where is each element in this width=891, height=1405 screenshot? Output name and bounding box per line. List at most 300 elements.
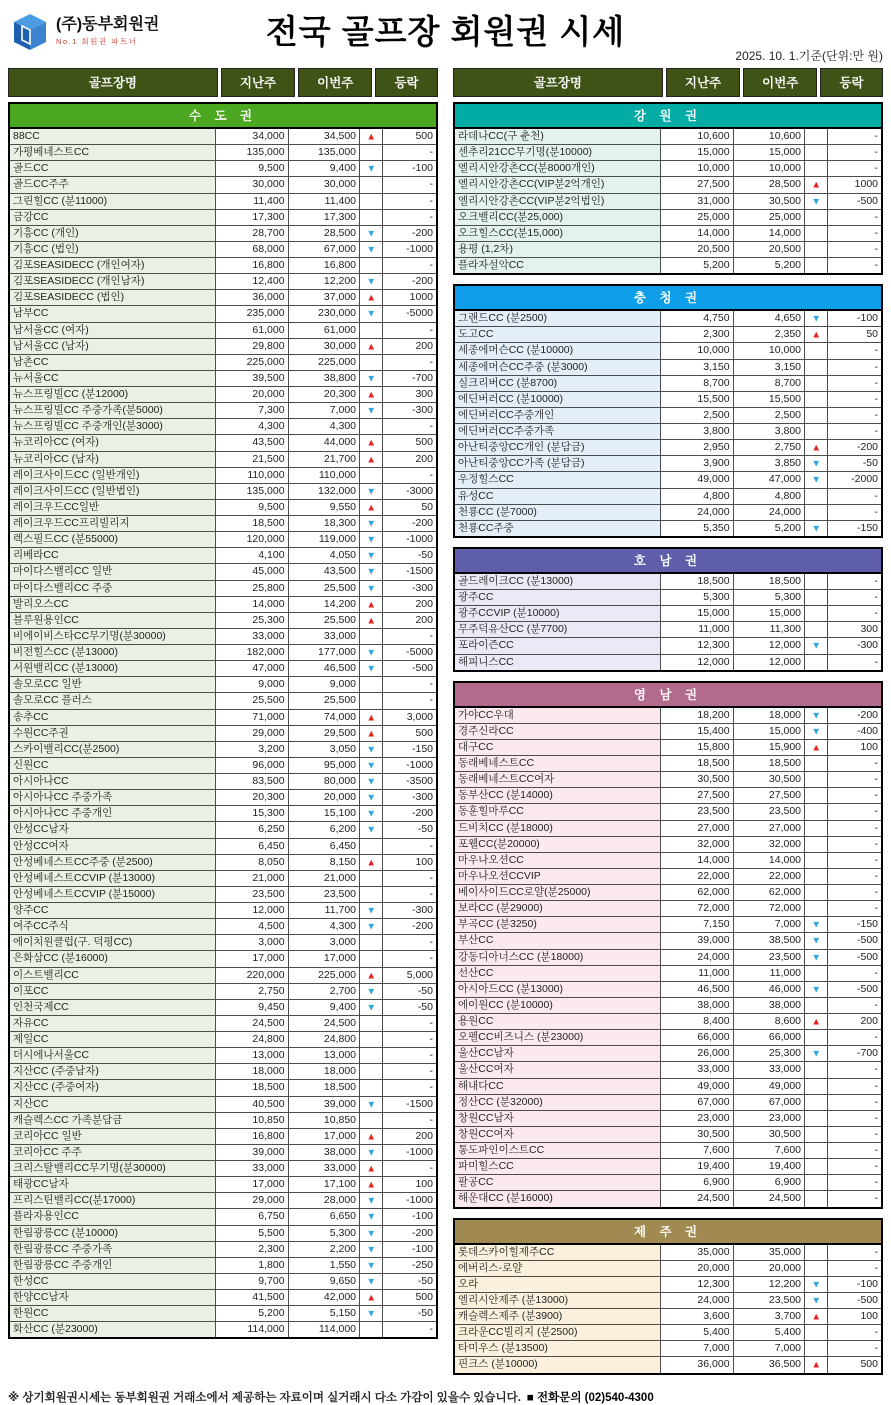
down-arrow-icon: ▼ [366,1242,376,1255]
table-row [454,1260,882,1276]
table-row [9,935,437,951]
table-row [9,645,437,661]
up-arrow-icon: ▲ [366,339,376,352]
course-name: 이스트밸리CC [9,967,216,983]
change-direction-cell [805,1325,828,1341]
change-direction-cell [805,1260,828,1276]
this-week-price: 12,000 [733,654,804,671]
last-week-price: 29,800 [216,338,288,354]
this-week-price: 15,000 [733,606,804,622]
up-arrow-icon: ▲ [811,741,821,753]
change-direction-cell [360,467,383,483]
course-name: 자유CC [9,1015,216,1031]
change-direction-cell [360,419,383,435]
change-direction-cell [360,790,383,806]
page-footer [8,1389,883,1405]
change-direction-cell [805,868,828,884]
change-value: - [382,677,437,693]
up-arrow-icon: ▲ [366,501,376,513]
course-name: 마이다스밸리CC 주중 [9,580,216,596]
change-value: 50 [382,499,437,515]
down-arrow-icon: ▼ [366,275,376,287]
table-row [454,1143,882,1159]
change-direction-cell [360,1096,383,1112]
change-direction-cell [805,1159,828,1175]
down-arrow-icon: ▼ [366,1307,376,1319]
table-row [454,225,882,241]
change-direction-cell [360,1112,383,1128]
last-week-price: 10,000 [661,161,733,177]
last-week-price: 24,000 [661,1292,733,1308]
this-week-price: 5,300 [733,590,804,606]
this-week-price: 21,000 [288,870,359,886]
last-week-price: 110,000 [216,467,288,483]
table-row [454,997,882,1013]
last-week-price: 8,400 [661,1014,733,1030]
this-week-price: 80,000 [288,774,359,790]
table-row [9,757,437,773]
course-name: 해내다CC [454,1078,661,1094]
region-section [453,1218,883,1375]
this-week-price: 230,000 [288,306,359,322]
price-sheet-page [8,0,883,1405]
last-week-price: 4,800 [661,488,733,504]
last-week-price: 235,000 [216,306,288,322]
change-value: - [827,1110,882,1126]
last-week-price: 61,000 [216,322,288,338]
change-value: -100 [827,310,882,327]
last-week-price: 45,000 [216,564,288,580]
last-week-price: 2,300 [216,1241,288,1257]
up-arrow-icon: ▲ [811,1358,821,1371]
last-week-price: 120,000 [216,532,288,548]
last-week-price: 9,500 [216,161,288,177]
change-direction-cell [360,193,383,209]
table-row [9,774,437,790]
change-value: - [827,161,882,177]
table-row [454,739,882,755]
course-name: 오크밸리CC(분25,000) [454,209,661,225]
last-week-price: 8,050 [216,854,288,870]
table-row [9,741,437,757]
region-band: 충 청 권 [453,284,883,309]
change-direction-cell [805,606,828,622]
change-value: - [382,354,437,370]
change-value: - [827,145,882,161]
course-name: 엘리시안강촌CC(VIP분2억개인) [454,177,661,193]
last-week-price: 12,300 [661,638,733,654]
table-row [454,1357,882,1374]
this-week-price: 2,750 [733,440,804,456]
change-direction-cell [360,935,383,951]
change-value: -100 [382,1209,437,1225]
change-value: -200 [382,274,437,290]
last-week-price: 43,500 [216,435,288,451]
left-column [8,68,438,1384]
course-name: 에딘버러CC주중가족 [454,424,661,440]
course-name: 실크리버CC (분8700) [454,375,661,391]
table-row [454,820,882,836]
table-row [9,709,437,725]
change-value: -150 [827,917,882,933]
down-arrow-icon: ▼ [811,1294,821,1306]
this-week-price: 6,650 [288,1209,359,1225]
table-row [9,596,437,612]
course-name: 리베라CC [9,548,216,564]
table-row [9,564,437,580]
course-name: 아시아드CC (분13000) [454,981,661,997]
company-tagline: No.1 회원권 파트너 [56,36,138,46]
up-arrow-icon: ▲ [811,328,821,340]
this-week-price: 17,100 [288,1177,359,1193]
table-row [9,903,437,919]
change-direction-cell [805,739,828,755]
table-row [454,1292,882,1308]
table-row [454,1046,882,1062]
table-row [454,965,882,981]
this-week-price: 7,600 [733,1143,804,1159]
down-arrow-icon: ▼ [811,312,821,324]
table-row [9,516,437,532]
this-week-price: 47,000 [733,472,804,488]
change-value: 1000 [827,177,882,193]
course-name: 아난티중앙CC개인 (분담금) [454,440,661,456]
table-row [9,387,437,403]
this-week-price: 14,000 [733,852,804,868]
change-value: -1000 [382,532,437,548]
down-arrow-icon: ▼ [366,759,376,771]
change-value: - [827,1244,882,1261]
this-week-price: 15,000 [733,145,804,161]
table-row [454,772,882,788]
this-week-price: 14,000 [733,225,804,241]
change-value: - [382,322,437,338]
change-value: - [827,772,882,788]
this-week-price: 3,150 [733,359,804,375]
change-value: - [382,886,437,902]
last-week-price: 21,000 [216,870,288,886]
table-row [454,1126,882,1142]
change-value: -200 [382,919,437,935]
this-week-price: 33,000 [288,628,359,644]
change-direction-cell [805,1357,828,1374]
change-value: - [827,488,882,504]
course-name: 안성CC여자 [9,838,216,854]
column-header-row [453,68,883,97]
this-week-price: 39,000 [288,1096,359,1112]
course-name: 남서울CC (여자) [9,322,216,338]
down-arrow-icon: ▼ [811,1277,821,1290]
up-arrow-icon: ▲ [366,726,376,739]
change-direction-cell [805,1078,828,1094]
change-value: - [827,654,882,671]
change-value: - [382,1322,437,1339]
change-direction-cell [805,391,828,407]
down-arrow-icon: ▼ [366,904,376,916]
this-week-price: 2,350 [733,327,804,343]
table-row [9,1064,437,1080]
course-name: 뉴코리아CC (남자) [9,451,216,467]
table-row [454,343,882,359]
table-row [9,1273,437,1289]
table-row [454,654,882,671]
last-week-price: 20,000 [216,387,288,403]
change-value: - [827,804,882,820]
course-name: 선산CC [454,965,661,981]
table-row [454,606,882,622]
this-week-price: 5,400 [733,1325,804,1341]
region-section [453,547,883,672]
course-name: 은화삼CC (분16000) [9,951,216,967]
this-week-price: 9,400 [288,161,359,177]
up-arrow-icon: ▲ [366,1129,376,1142]
change-value: 300 [382,387,437,403]
change-direction-cell [805,520,828,537]
last-week-price: 3,600 [661,1309,733,1325]
course-name: 뉴스프링빌CC 주중개인(분3000) [9,419,216,435]
last-week-price: 20,000 [661,1260,733,1276]
change-direction-cell [360,741,383,757]
price-table [453,309,883,538]
change-value: -200 [382,806,437,822]
table-row [454,1191,882,1208]
change-value: - [827,1143,882,1159]
table-row [454,981,882,997]
this-week-price: 74,000 [288,709,359,725]
last-week-price: 22,000 [661,868,733,884]
change-value: - [827,504,882,520]
change-direction-cell [360,645,383,661]
change-value: 100 [827,1309,882,1325]
table-row [9,1209,437,1225]
change-value: -150 [382,741,437,757]
course-name: 골드레이크CC (분13000) [454,573,661,590]
this-week-price: 27,000 [733,820,804,836]
course-name: 파미힐스CC [454,1159,661,1175]
change-value: -100 [382,1241,437,1257]
course-name: 광주CCVIP (분10000) [454,606,661,622]
last-week-price: 15,000 [661,145,733,161]
this-week-price: 5,300 [288,1225,359,1241]
this-week-price: 38,000 [288,1144,359,1160]
this-week-price: 10,850 [288,1112,359,1128]
this-week-price: 9,000 [288,677,359,693]
course-name: 이포CC [9,983,216,999]
change-direction-cell [360,177,383,193]
table-row [454,933,882,949]
last-week-price: 24,800 [216,1032,288,1048]
table-row [454,209,882,225]
course-name: 안성베네스트CC주중 (분2500) [9,854,216,870]
course-name: 핀크스 (분10000) [454,1357,661,1374]
table-row [9,532,437,548]
course-name: 지산CC (주중여자) [9,1080,216,1096]
change-direction-cell [360,774,383,790]
change-direction-cell [360,483,383,499]
down-arrow-icon: ▼ [811,639,821,652]
change-direction-cell [360,612,383,628]
table-row [9,999,437,1015]
this-week-price: 23,500 [733,949,804,965]
change-value: - [382,209,437,225]
this-week-price: 28,500 [733,177,804,193]
change-direction-cell [360,870,383,886]
this-week-price: 6,900 [733,1175,804,1191]
table-row [454,391,882,407]
table-row [454,885,882,901]
down-arrow-icon: ▼ [811,982,821,995]
last-week-price: 3,200 [216,741,288,757]
change-value: -50 [382,1306,437,1322]
change-value: -50 [382,983,437,999]
this-week-price: 30,500 [733,1126,804,1142]
phone-note: ■ 전화문의 (02)540-4300 [526,1391,654,1404]
disclaimer: ※ 상기회원권시세는 동부회원권 거래소에서 제공하는 자료이며 실거래시 다소 가감이 있을수 있습니다. [8,1391,521,1404]
change-direction-cell [360,241,383,257]
price-table [8,127,438,1339]
course-name: 천룡CC (분7000) [454,504,661,520]
last-week-price: 23,500 [661,804,733,820]
change-direction-cell [360,499,383,515]
change-direction-cell [805,1126,828,1142]
this-week-price: 13,000 [288,1048,359,1064]
this-week-price: 14,200 [288,596,359,612]
region-band: 영 남 권 [453,681,883,706]
last-week-price: 33,000 [216,628,288,644]
table-row [9,822,437,838]
table-row [454,1014,882,1030]
change-value: - [827,1126,882,1142]
this-week-price: 9,550 [288,499,359,515]
last-week-price: 182,000 [216,645,288,661]
table-row [454,788,882,804]
table-row [454,1062,882,1078]
change-direction-cell [805,375,828,391]
down-arrow-icon: ▼ [366,646,376,658]
this-week-price: 11,700 [288,903,359,919]
course-name: 포라이즌CC [454,638,661,654]
change-direction-cell [360,258,383,274]
course-name: 오크힐스CC(분15,000) [454,225,661,241]
last-week-price: 24,500 [661,1191,733,1208]
course-name: 비에이비스타CC무기명(분30000) [9,628,216,644]
up-arrow-icon: ▲ [366,130,376,142]
down-arrow-icon: ▼ [366,372,376,384]
price-table [453,706,883,1209]
course-name: 솔모로CC 일반 [9,677,216,693]
change-value: - [827,343,882,359]
table-row [454,949,882,965]
table-row [9,354,437,370]
change-direction-cell [805,981,828,997]
down-arrow-icon: ▼ [811,1047,821,1059]
change-value: -300 [382,580,437,596]
change-direction-cell [360,387,383,403]
price-table [453,127,883,275]
last-week-price: 2,500 [661,407,733,423]
region-section [453,102,883,275]
change-value: 100 [382,854,437,870]
table-row [454,756,882,772]
last-week-price: 32,000 [661,836,733,852]
this-week-price: 23,500 [733,804,804,820]
up-arrow-icon: ▲ [366,291,376,303]
change-value: -200 [827,440,882,456]
table-row [9,1322,437,1339]
up-arrow-icon: ▲ [811,1310,821,1322]
this-week-price: 9,400 [288,999,359,1015]
table-row [9,1080,437,1096]
course-name: 울산CC남자 [454,1046,661,1062]
change-value: - [827,1260,882,1276]
table-row [454,868,882,884]
table-row [9,1193,437,1209]
down-arrow-icon: ▼ [811,918,821,930]
change-direction-cell [805,622,828,638]
last-week-price: 13,000 [216,1048,288,1064]
change-direction-cell [360,161,383,177]
table-row [9,725,437,741]
this-week-price: 15,500 [733,391,804,407]
change-value: -300 [382,403,437,419]
this-week-price: 19,400 [733,1159,804,1175]
course-name: 지산CC (주중남자) [9,1064,216,1080]
change-value: - [382,1032,437,1048]
table-row [9,1225,437,1241]
this-week-price: 30,500 [733,193,804,209]
down-arrow-icon: ▼ [366,662,376,674]
course-name: 레이크사이드CC (일반법인) [9,483,216,499]
change-value: - [827,1325,882,1341]
last-week-price: 2,300 [661,327,733,343]
change-direction-cell [360,564,383,580]
this-week-price: 18,500 [733,573,804,590]
change-value: - [827,375,882,391]
change-value: -250 [382,1257,437,1273]
course-name: 뉴코리아CC (여자) [9,435,216,451]
course-name: 드비치CC (분18000) [454,820,661,836]
table-row [454,723,882,739]
this-week-price: 67,000 [288,241,359,257]
last-week-price: 27,500 [661,788,733,804]
change-value: - [827,836,882,852]
down-arrow-icon: ▼ [366,565,376,578]
last-week-price: 15,400 [661,723,733,739]
last-week-price: 1,800 [216,1257,288,1273]
course-name: 뉴서울CC [9,370,216,386]
table-row [9,983,437,999]
change-value: -200 [382,225,437,241]
course-name: 금강CC [9,209,216,225]
course-name: 여주CC주식 [9,919,216,935]
this-week-price: 12,200 [733,1276,804,1292]
change-direction-cell [805,327,828,343]
change-direction-cell [805,820,828,836]
change-value: 500 [382,435,437,451]
change-direction-cell [805,804,828,820]
change-direction-cell [360,1064,383,1080]
last-week-price: 17,000 [216,951,288,967]
change-direction-cell [805,1292,828,1308]
table-row [9,886,437,902]
up-arrow-icon: ▲ [811,1015,821,1027]
course-name: 남부CC [9,306,216,322]
this-week-price: 6,200 [288,822,359,838]
course-name: 안성베네스트CCVIP (분13000) [9,870,216,886]
table-row [454,327,882,343]
course-name: 세종에머슨CC (분10000) [454,343,661,359]
this-week-price: 8,150 [288,854,359,870]
